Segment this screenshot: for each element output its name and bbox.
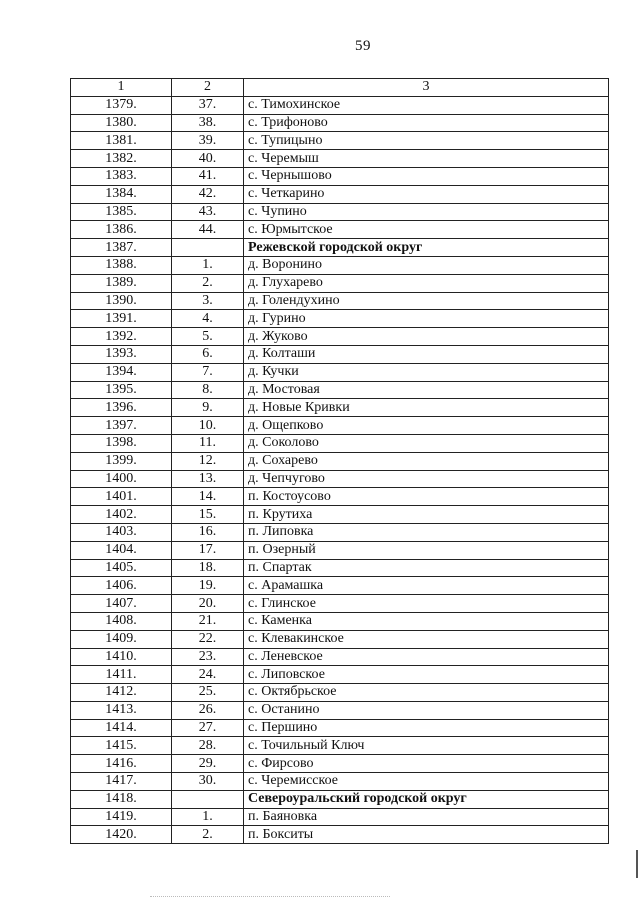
table-row: [71, 773, 609, 791]
table-row: [71, 221, 609, 239]
table-row: [71, 203, 609, 221]
table-row: [71, 577, 609, 595]
settlement-name-cell: с. Тупицыно: [244, 132, 609, 150]
row-number-cell: 1381.: [71, 132, 172, 150]
local-number-cell: 10.: [172, 417, 244, 435]
settlement-name-cell: с. Чернышово: [244, 167, 609, 185]
table-row: [71, 523, 609, 541]
local-number-cell: 19.: [172, 577, 244, 595]
row-number-cell: 1412.: [71, 684, 172, 702]
settlement-name-cell: с. Черемисское: [244, 773, 609, 791]
row-number-cell: 1379.: [71, 96, 172, 114]
row-number-cell: 1382.: [71, 150, 172, 168]
local-number-cell: 40.: [172, 150, 244, 168]
local-number-cell: 14.: [172, 488, 244, 506]
local-number-cell: 18.: [172, 559, 244, 577]
settlement-name-cell: с. Каменка: [244, 612, 609, 630]
local-number-cell: 27.: [172, 719, 244, 737]
local-number-cell: 11.: [172, 434, 244, 452]
scan-edge-mark: [636, 850, 638, 878]
settlement-name-cell: с. Фирсово: [244, 755, 609, 773]
district-name-cell: Режевской городской округ: [244, 239, 609, 257]
local-number-cell: [172, 790, 244, 808]
table-row: [71, 274, 609, 292]
table-row: [71, 666, 609, 684]
settlement-name-cell: с. Юрмытское: [244, 221, 609, 239]
local-number-cell: 15.: [172, 506, 244, 524]
table-header-row: [71, 79, 609, 97]
settlement-name-cell: п. Бокситы: [244, 826, 609, 844]
local-number-cell: 4.: [172, 310, 244, 328]
row-number-cell: 1415.: [71, 737, 172, 755]
local-number-cell: 20.: [172, 595, 244, 613]
row-number-cell: 1402.: [71, 506, 172, 524]
local-number-cell: 39.: [172, 132, 244, 150]
local-number-cell: 44.: [172, 221, 244, 239]
table-row: [71, 345, 609, 363]
local-number-cell: 23.: [172, 648, 244, 666]
table-row: [71, 612, 609, 630]
row-number-cell: 1399.: [71, 452, 172, 470]
settlement-name-cell: с. Черемыш: [244, 150, 609, 168]
row-number-cell: 1406.: [71, 577, 172, 595]
row-number-cell: 1397.: [71, 417, 172, 435]
settlement-name-cell: с. Трифоново: [244, 114, 609, 132]
local-number-cell: 17.: [172, 541, 244, 559]
local-number-cell: 28.: [172, 737, 244, 755]
row-number-cell: 1380.: [71, 114, 172, 132]
local-number-cell: 38.: [172, 114, 244, 132]
column-header-3: 3: [244, 79, 609, 97]
local-number-cell: 8.: [172, 381, 244, 399]
row-number-cell: 1401.: [71, 488, 172, 506]
row-number-cell: 1420.: [71, 826, 172, 844]
local-number-cell: 6.: [172, 345, 244, 363]
local-number-cell: 1.: [172, 256, 244, 274]
row-number-cell: 1419.: [71, 808, 172, 826]
local-number-cell: 42.: [172, 185, 244, 203]
table-row: [71, 363, 609, 381]
local-number-cell: 26.: [172, 701, 244, 719]
settlement-name-cell: с. Четкарино: [244, 185, 609, 203]
table-row: [71, 559, 609, 577]
settlement-name-cell: д. Соколово: [244, 434, 609, 452]
settlement-name-cell: п. Костоусово: [244, 488, 609, 506]
row-number-cell: 1413.: [71, 701, 172, 719]
row-number-cell: 1384.: [71, 185, 172, 203]
row-number-cell: 1386.: [71, 221, 172, 239]
table-row: [71, 114, 609, 132]
settlement-name-cell: д. Голендухино: [244, 292, 609, 310]
table-row: [71, 701, 609, 719]
row-number-cell: 1404.: [71, 541, 172, 559]
settlement-name-cell: п. Липовка: [244, 523, 609, 541]
settlement-name-cell: д. Сохарево: [244, 452, 609, 470]
table-row: [71, 399, 609, 417]
local-number-cell: 30.: [172, 773, 244, 791]
table-row: [71, 328, 609, 346]
table-body: [71, 79, 609, 844]
local-number-cell: 16.: [172, 523, 244, 541]
settlement-name-cell: с. Леневское: [244, 648, 609, 666]
local-number-cell: 41.: [172, 167, 244, 185]
row-number-cell: 1405.: [71, 559, 172, 577]
table-row: [71, 96, 609, 114]
table-row: [71, 506, 609, 524]
row-number-cell: 1389.: [71, 274, 172, 292]
row-number-cell: 1392.: [71, 328, 172, 346]
local-number-cell: 37.: [172, 96, 244, 114]
row-number-cell: 1388.: [71, 256, 172, 274]
local-number-cell: 22.: [172, 630, 244, 648]
table-row: [71, 434, 609, 452]
row-number-cell: 1390.: [71, 292, 172, 310]
local-number-cell: 29.: [172, 755, 244, 773]
settlement-name-cell: д. Воронино: [244, 256, 609, 274]
page-number: 59: [355, 38, 371, 54]
table-row: [71, 630, 609, 648]
settlement-name-cell: д. Новые Кривки: [244, 399, 609, 417]
row-number-cell: 1395.: [71, 381, 172, 399]
settlement-name-cell: д. Гурино: [244, 310, 609, 328]
table-row: [71, 256, 609, 274]
section-row: [71, 790, 609, 808]
settlement-name-cell: с. Липовское: [244, 666, 609, 684]
table-row: [71, 310, 609, 328]
local-number-cell: 43.: [172, 203, 244, 221]
row-number-cell: 1398.: [71, 434, 172, 452]
row-number-cell: 1414.: [71, 719, 172, 737]
table-row: [71, 167, 609, 185]
settlement-name-cell: п. Озерный: [244, 541, 609, 559]
settlement-name-cell: с. Тимохинское: [244, 96, 609, 114]
table-row: [71, 826, 609, 844]
table-row: [71, 132, 609, 150]
district-name-cell: Североуральский городской округ: [244, 790, 609, 808]
table-row: [71, 684, 609, 702]
row-number-cell: 1411.: [71, 666, 172, 684]
settlement-name-cell: д. Глухарево: [244, 274, 609, 292]
local-number-cell: 21.: [172, 612, 244, 630]
local-number-cell: 12.: [172, 452, 244, 470]
settlement-name-cell: с. Арамашка: [244, 577, 609, 595]
row-number-cell: 1407.: [71, 595, 172, 613]
row-number-cell: 1383.: [71, 167, 172, 185]
row-number-cell: 1400.: [71, 470, 172, 488]
column-header-1: 1: [71, 79, 172, 97]
table-row: [71, 541, 609, 559]
table-row: [71, 292, 609, 310]
settlement-name-cell: п. Крутиха: [244, 506, 609, 524]
settlement-name-cell: п. Баяновка: [244, 808, 609, 826]
table-row: [71, 488, 609, 506]
table-row: [71, 185, 609, 203]
row-number-cell: 1417.: [71, 773, 172, 791]
row-number-cell: 1385.: [71, 203, 172, 221]
row-number-cell: 1393.: [71, 345, 172, 363]
table-row: [71, 719, 609, 737]
scan-noise-line: [150, 896, 390, 898]
local-number-cell: 9.: [172, 399, 244, 417]
section-row: [71, 239, 609, 257]
settlement-name-cell: с. Останино: [244, 701, 609, 719]
table-row: [71, 808, 609, 826]
table-row: [71, 755, 609, 773]
local-number-cell: 5.: [172, 328, 244, 346]
local-number-cell: 7.: [172, 363, 244, 381]
settlement-name-cell: д. Ощепково: [244, 417, 609, 435]
local-number-cell: [172, 239, 244, 257]
settlements-table: [70, 78, 609, 844]
settlement-name-cell: д. Чепчугово: [244, 470, 609, 488]
table-row: [71, 737, 609, 755]
row-number-cell: 1416.: [71, 755, 172, 773]
table-row: [71, 470, 609, 488]
settlement-name-cell: с. Першино: [244, 719, 609, 737]
settlement-name-cell: с. Чупино: [244, 203, 609, 221]
settlement-name-cell: с. Клевакинское: [244, 630, 609, 648]
table-row: [71, 417, 609, 435]
local-number-cell: 2.: [172, 274, 244, 292]
local-number-cell: 13.: [172, 470, 244, 488]
local-number-cell: 24.: [172, 666, 244, 684]
local-number-cell: 25.: [172, 684, 244, 702]
row-number-cell: 1387.: [71, 239, 172, 257]
settlement-name-cell: с. Глинское: [244, 595, 609, 613]
settlement-name-cell: д. Колташи: [244, 345, 609, 363]
row-number-cell: 1403.: [71, 523, 172, 541]
local-number-cell: 1.: [172, 808, 244, 826]
settlement-name-cell: п. Спартак: [244, 559, 609, 577]
row-number-cell: 1409.: [71, 630, 172, 648]
local-number-cell: 3.: [172, 292, 244, 310]
table-row: [71, 648, 609, 666]
row-number-cell: 1391.: [71, 310, 172, 328]
settlement-name-cell: д. Жуково: [244, 328, 609, 346]
row-number-cell: 1408.: [71, 612, 172, 630]
row-number-cell: 1410.: [71, 648, 172, 666]
table-row: [71, 452, 609, 470]
column-header-2: 2: [172, 79, 244, 97]
table-row: [71, 150, 609, 168]
row-number-cell: 1396.: [71, 399, 172, 417]
settlement-name-cell: с. Точильный Ключ: [244, 737, 609, 755]
row-number-cell: 1418.: [71, 790, 172, 808]
settlement-name-cell: с. Октябрьское: [244, 684, 609, 702]
table-row: [71, 381, 609, 399]
table-row: [71, 595, 609, 613]
local-number-cell: 2.: [172, 826, 244, 844]
row-number-cell: 1394.: [71, 363, 172, 381]
settlement-name-cell: д. Мостовая: [244, 381, 609, 399]
settlement-name-cell: д. Кучки: [244, 363, 609, 381]
